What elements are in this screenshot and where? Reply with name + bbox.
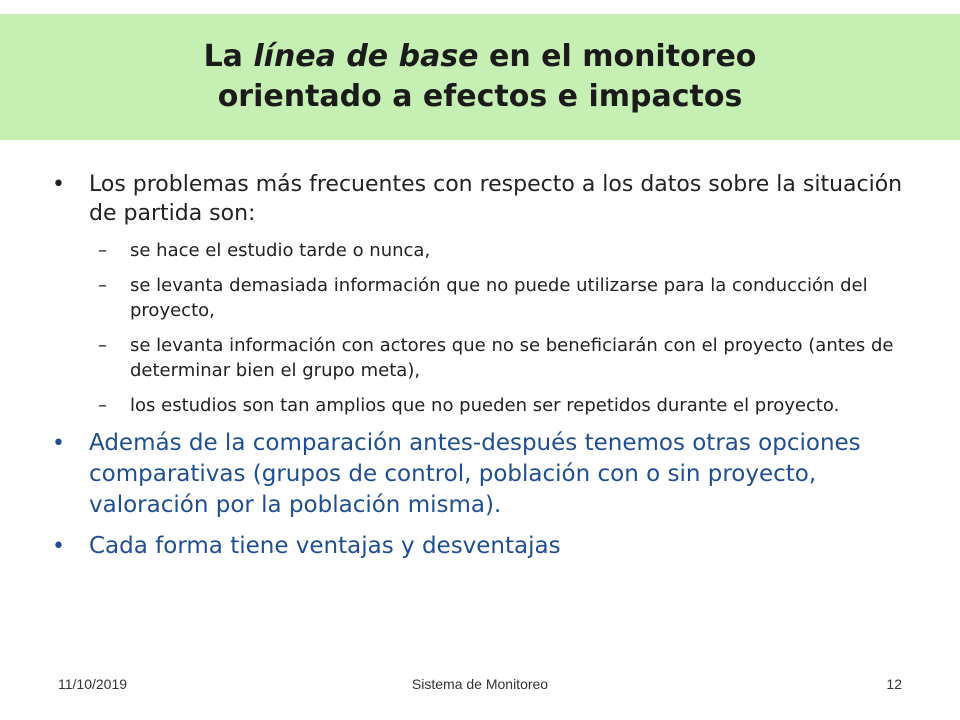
- bullet-text: Cada forma tiene ventajas y desventajas: [89, 533, 561, 559]
- bullet-item: [52, 531, 912, 562]
- page-number: 12: [886, 676, 902, 692]
- title-band: [0, 14, 960, 140]
- sub-bullet-item: [52, 238, 912, 263]
- sub-bullet-text: los estudios son tan amplios que no pueden ser repetidos durante el proyecto.: [130, 395, 840, 416]
- dash-icon: –: [98, 395, 107, 416]
- dash-icon: –: [98, 240, 107, 261]
- bullet-text: Los problemas más frecuentes con respecto a los datos sobre la situación de partida son:: [89, 172, 903, 226]
- sub-bullet-item: [52, 333, 912, 383]
- bullet-text: Además de la comparación antes-después tenemos otras opciones comparativas (grupos de control, población con o sin proyecto, valoración por la población misma).: [89, 430, 861, 518]
- dash-icon: –: [98, 335, 107, 356]
- sub-bullet-item: [52, 273, 912, 323]
- bullet-icon: •: [52, 534, 65, 559]
- footer-title: Sistema de Monitoreo: [411, 676, 549, 692]
- slide-content: [52, 170, 912, 562]
- slide-title-line-1: [204, 37, 757, 77]
- bullet-icon: •: [52, 431, 65, 456]
- sub-bullet-text: se levanta demasiada información que no puede utilizarse para la conducción del proyecto,: [130, 275, 868, 321]
- title-text-pre: La: [203, 39, 254, 74]
- slide-title-line-2: orientado a efectos e impactos: [217, 79, 743, 114]
- footer-date: 11/10/2019: [58, 676, 128, 692]
- bullet-icon: •: [52, 172, 65, 197]
- sub-bullet-item: [52, 393, 912, 418]
- title-text-post: en el monitoreo: [478, 39, 757, 74]
- dash-icon: –: [98, 275, 107, 296]
- bullet-item: [52, 428, 912, 521]
- bullet-item: [52, 170, 912, 228]
- sub-bullet-text: se levanta información con actores que no se beneficiarán con el proyecto (antes de determinar bien el grupo meta),: [130, 335, 894, 381]
- title-text-emphasis: línea de base: [253, 39, 479, 74]
- sub-bullet-text: se hace el estudio tarde o nunca,: [130, 240, 431, 261]
